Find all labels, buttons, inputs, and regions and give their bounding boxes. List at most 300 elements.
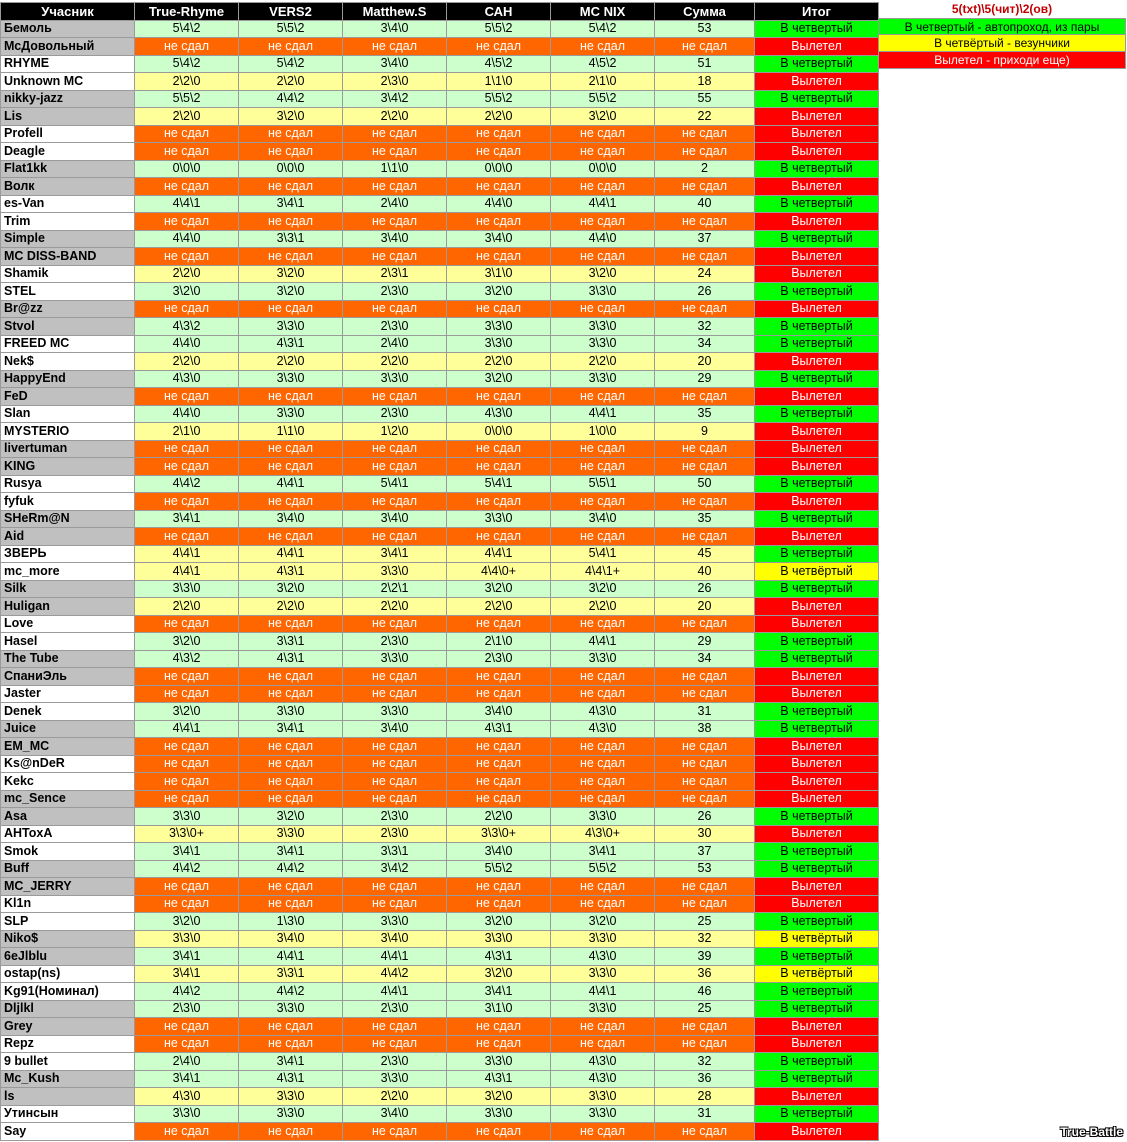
participant-name-cell[interactable]: livertuman <box>1 440 135 458</box>
score-cell[interactable]: 3\3\0 <box>135 808 239 826</box>
score-cell[interactable]: не сдал <box>239 1018 343 1036</box>
participant-name-cell[interactable]: mc_more <box>1 563 135 581</box>
score-cell[interactable]: 3\4\1 <box>135 510 239 528</box>
score-cell[interactable]: не сдал <box>343 493 447 511</box>
score-cell[interactable]: не сдал <box>447 895 551 913</box>
result-cell[interactable]: Вылетел <box>755 388 879 406</box>
score-cell[interactable]: не сдал <box>551 685 655 703</box>
score-cell[interactable]: 4\4\1 <box>135 195 239 213</box>
result-cell[interactable]: Вылетел <box>755 895 879 913</box>
score-cell[interactable]: не сдал <box>551 773 655 791</box>
score-cell[interactable]: не сдал <box>447 125 551 143</box>
score-cell[interactable]: 4\5\2 <box>551 55 655 73</box>
score-cell[interactable]: 2\2\0 <box>447 808 551 826</box>
score-cell[interactable]: 2\2\0 <box>239 598 343 616</box>
score-cell[interactable]: не сдал <box>239 1035 343 1053</box>
sum-cell[interactable]: 37 <box>655 843 755 861</box>
score-cell[interactable]: 5\4\2 <box>135 20 239 38</box>
result-cell[interactable]: В четвертый <box>755 160 879 178</box>
score-cell[interactable]: не сдал <box>551 1035 655 1053</box>
score-cell[interactable]: не сдал <box>239 615 343 633</box>
score-cell[interactable]: не сдал <box>135 685 239 703</box>
score-cell[interactable]: 5\5\2 <box>551 90 655 108</box>
score-cell[interactable]: не сдал <box>551 248 655 266</box>
sum-cell[interactable]: 39 <box>655 948 755 966</box>
sum-cell[interactable]: не сдал <box>655 1018 755 1036</box>
participant-name-cell[interactable]: ЗВЕРЬ <box>1 545 135 563</box>
score-cell[interactable]: 4\3\0 <box>551 703 655 721</box>
score-cell[interactable]: 3\2\0 <box>135 703 239 721</box>
score-cell[interactable]: 3\4\1 <box>343 545 447 563</box>
score-cell[interactable]: 3\2\0 <box>135 633 239 651</box>
sum-cell[interactable]: не сдал <box>655 738 755 756</box>
result-cell[interactable]: В четвертый <box>755 370 879 388</box>
score-cell[interactable]: не сдал <box>239 38 343 56</box>
score-cell[interactable]: 5\5\2 <box>447 860 551 878</box>
score-cell[interactable]: 4\3\1 <box>239 1070 343 1088</box>
score-cell[interactable]: не сдал <box>551 440 655 458</box>
score-cell[interactable]: не сдал <box>135 755 239 773</box>
score-cell[interactable]: не сдал <box>239 493 343 511</box>
participant-name-cell[interactable]: Бемоль <box>1 20 135 38</box>
col-header-participant[interactable]: Учасник <box>1 3 135 21</box>
score-cell[interactable]: 3\3\0 <box>551 1105 655 1123</box>
score-cell[interactable]: не сдал <box>135 38 239 56</box>
score-cell[interactable]: 4\3\1 <box>447 1070 551 1088</box>
participant-name-cell[interactable]: MYSTERIO <box>1 423 135 441</box>
result-cell[interactable]: В четвёртый <box>755 930 879 948</box>
sum-cell[interactable]: 32 <box>655 930 755 948</box>
sum-cell[interactable]: 40 <box>655 195 755 213</box>
score-cell[interactable]: 3\3\0 <box>551 930 655 948</box>
participant-name-cell[interactable]: Hasel <box>1 633 135 651</box>
participant-name-cell[interactable]: Ks@nDeR <box>1 755 135 773</box>
score-cell[interactable]: не сдал <box>551 38 655 56</box>
score-cell[interactable]: 3\4\0 <box>343 1105 447 1123</box>
score-cell[interactable]: не сдал <box>343 458 447 476</box>
score-cell[interactable]: 3\3\1 <box>239 965 343 983</box>
score-cell[interactable]: 3\3\0 <box>135 580 239 598</box>
participant-name-cell[interactable]: Simple <box>1 230 135 248</box>
score-cell[interactable]: 3\3\0 <box>551 650 655 668</box>
score-cell[interactable]: 3\3\0+ <box>135 825 239 843</box>
participant-name-cell[interactable]: ls <box>1 1088 135 1106</box>
result-cell[interactable]: В четвертый <box>755 545 879 563</box>
score-cell[interactable]: 3\3\0 <box>447 335 551 353</box>
participant-name-cell[interactable]: Love <box>1 615 135 633</box>
participant-name-cell[interactable]: Profell <box>1 125 135 143</box>
score-cell[interactable]: не сдал <box>239 738 343 756</box>
score-cell[interactable]: 2\2\0 <box>135 353 239 371</box>
score-cell[interactable]: не сдал <box>343 1123 447 1141</box>
score-cell[interactable]: 3\3\0 <box>343 913 447 931</box>
sum-cell[interactable]: не сдал <box>655 685 755 703</box>
result-cell[interactable]: В четвертый <box>755 580 879 598</box>
score-cell[interactable]: 2\2\0 <box>447 353 551 371</box>
score-cell[interactable]: 2\2\0 <box>447 598 551 616</box>
score-cell[interactable]: 3\2\0 <box>447 913 551 931</box>
participant-name-cell[interactable]: СпаниЭль <box>1 668 135 686</box>
score-cell[interactable]: 3\2\0 <box>239 808 343 826</box>
score-cell[interactable]: 3\4\0 <box>447 843 551 861</box>
sum-cell[interactable]: не сдал <box>655 493 755 511</box>
participant-name-cell[interactable]: Kl1n <box>1 895 135 913</box>
col-header-true-rhyme[interactable]: True-Rhyme <box>135 3 239 21</box>
participant-name-cell[interactable]: 9 bullet <box>1 1053 135 1071</box>
score-cell[interactable]: 2\3\0 <box>343 405 447 423</box>
score-cell[interactable]: не сдал <box>135 125 239 143</box>
score-cell[interactable]: 2\3\0 <box>343 808 447 826</box>
result-cell[interactable]: В четвертый <box>755 843 879 861</box>
score-cell[interactable]: 4\4\1 <box>239 475 343 493</box>
sum-cell[interactable]: 9 <box>655 423 755 441</box>
score-cell[interactable]: не сдал <box>551 878 655 896</box>
result-cell[interactable]: В четвертый <box>755 475 879 493</box>
sum-cell[interactable]: 2 <box>655 160 755 178</box>
result-cell[interactable]: Вылетел <box>755 440 879 458</box>
result-cell[interactable]: Вылетел <box>755 143 879 161</box>
sum-cell[interactable]: 30 <box>655 825 755 843</box>
score-cell[interactable]: не сдал <box>135 1123 239 1141</box>
score-cell[interactable]: 3\2\0 <box>447 370 551 388</box>
participant-name-cell[interactable]: ostap(ns) <box>1 965 135 983</box>
result-cell[interactable]: В четвёртый <box>755 563 879 581</box>
score-cell[interactable]: 3\4\0 <box>343 55 447 73</box>
score-cell[interactable]: не сдал <box>239 685 343 703</box>
participant-name-cell[interactable]: Nek$ <box>1 353 135 371</box>
score-cell[interactable]: 3\2\0 <box>551 108 655 126</box>
participant-name-cell[interactable]: Smok <box>1 843 135 861</box>
score-cell[interactable]: не сдал <box>447 1035 551 1053</box>
participant-name-cell[interactable]: Buff <box>1 860 135 878</box>
score-cell[interactable]: 5\5\2 <box>447 20 551 38</box>
score-cell[interactable]: не сдал <box>551 790 655 808</box>
result-cell[interactable]: Вылетел <box>755 773 879 791</box>
score-cell[interactable]: не сдал <box>239 143 343 161</box>
score-cell[interactable]: 2\2\0 <box>239 73 343 91</box>
result-cell[interactable]: Вылетел <box>755 300 879 318</box>
participant-name-cell[interactable]: Mc_Kush <box>1 1070 135 1088</box>
result-cell[interactable]: Вылетел <box>755 178 879 196</box>
score-cell[interactable]: 3\2\0 <box>239 283 343 301</box>
result-cell[interactable]: В четвертый <box>755 913 879 931</box>
score-cell[interactable]: 3\3\0 <box>343 1070 447 1088</box>
score-cell[interactable]: 3\2\0 <box>135 283 239 301</box>
score-cell[interactable]: 0\0\0 <box>551 160 655 178</box>
score-cell[interactable]: 4\4\1 <box>447 545 551 563</box>
score-cell[interactable]: не сдал <box>343 38 447 56</box>
score-cell[interactable]: 3\4\1 <box>135 965 239 983</box>
result-cell[interactable]: В четвертый <box>755 703 879 721</box>
sum-cell[interactable]: не сдал <box>655 38 755 56</box>
participant-name-cell[interactable]: Trim <box>1 213 135 231</box>
score-cell[interactable]: 4\3\0 <box>135 1088 239 1106</box>
score-cell[interactable]: 3\4\0 <box>551 510 655 528</box>
score-cell[interactable]: 2\2\1 <box>343 580 447 598</box>
score-cell[interactable]: 3\3\0 <box>343 703 447 721</box>
participant-name-cell[interactable]: MC DISS-BAND <box>1 248 135 266</box>
score-cell[interactable]: 2\1\0 <box>551 73 655 91</box>
score-cell[interactable]: не сдал <box>239 248 343 266</box>
score-cell[interactable]: не сдал <box>343 388 447 406</box>
score-cell[interactable]: не сдал <box>135 668 239 686</box>
sum-cell[interactable]: 55 <box>655 90 755 108</box>
participant-name-cell[interactable]: fyfuk <box>1 493 135 511</box>
score-cell[interactable]: не сдал <box>343 300 447 318</box>
participant-name-cell[interactable]: FeD <box>1 388 135 406</box>
score-cell[interactable]: 1\0\0 <box>551 423 655 441</box>
participant-name-cell[interactable]: Утинсын <box>1 1105 135 1123</box>
score-cell[interactable]: 4\3\0 <box>551 948 655 966</box>
score-cell[interactable]: не сдал <box>343 178 447 196</box>
score-cell[interactable]: 2\2\0 <box>551 353 655 371</box>
participant-name-cell[interactable]: mc_Sence <box>1 790 135 808</box>
participant-name-cell[interactable]: 6eJlblu <box>1 948 135 966</box>
score-cell[interactable]: 4\3\0 <box>135 370 239 388</box>
participant-name-cell[interactable]: EM_MC <box>1 738 135 756</box>
score-cell[interactable]: не сдал <box>447 878 551 896</box>
score-cell[interactable]: 4\5\2 <box>447 55 551 73</box>
score-cell[interactable]: не сдал <box>447 143 551 161</box>
result-cell[interactable]: Вылетел <box>755 73 879 91</box>
score-cell[interactable]: не сдал <box>343 143 447 161</box>
score-cell[interactable]: 3\3\0 <box>447 510 551 528</box>
score-cell[interactable]: 4\4\0 <box>447 195 551 213</box>
result-cell[interactable]: В четвертый <box>755 948 879 966</box>
score-cell[interactable]: 2\4\0 <box>135 1053 239 1071</box>
sum-cell[interactable]: 26 <box>655 580 755 598</box>
score-cell[interactable]: не сдал <box>343 248 447 266</box>
score-cell[interactable]: 4\3\0+ <box>551 825 655 843</box>
score-cell[interactable]: не сдал <box>551 125 655 143</box>
score-cell[interactable]: 3\2\0 <box>239 265 343 283</box>
score-cell[interactable]: 2\2\0 <box>447 108 551 126</box>
participant-name-cell[interactable]: Say <box>1 1123 135 1141</box>
score-cell[interactable]: не сдал <box>551 493 655 511</box>
score-cell[interactable]: 4\4\1 <box>551 405 655 423</box>
score-cell[interactable]: 4\3\2 <box>135 318 239 336</box>
score-cell[interactable]: 4\4\1 <box>239 948 343 966</box>
score-cell[interactable]: 2\2\0 <box>343 353 447 371</box>
score-cell[interactable]: 2\1\0 <box>135 423 239 441</box>
participant-name-cell[interactable]: Huligan <box>1 598 135 616</box>
score-cell[interactable]: не сдал <box>135 738 239 756</box>
score-cell[interactable]: 2\3\0 <box>343 1000 447 1018</box>
score-cell[interactable]: 3\3\0 <box>551 283 655 301</box>
score-cell[interactable]: 4\4\1+ <box>551 563 655 581</box>
score-cell[interactable]: 4\4\1 <box>135 545 239 563</box>
score-cell[interactable]: 3\3\0 <box>239 370 343 388</box>
score-cell[interactable]: 3\3\0 <box>239 1000 343 1018</box>
sum-cell[interactable]: 37 <box>655 230 755 248</box>
score-cell[interactable]: не сдал <box>447 458 551 476</box>
participant-name-cell[interactable]: AHToxA <box>1 825 135 843</box>
score-cell[interactable]: не сдал <box>447 668 551 686</box>
score-cell[interactable]: не сдал <box>551 528 655 546</box>
participant-name-cell[interactable]: nikky-jazz <box>1 90 135 108</box>
score-cell[interactable]: не сдал <box>135 388 239 406</box>
score-cell[interactable]: не сдал <box>343 738 447 756</box>
sum-cell[interactable]: 34 <box>655 335 755 353</box>
score-cell[interactable]: 3\3\0 <box>447 930 551 948</box>
score-cell[interactable]: не сдал <box>343 895 447 913</box>
col-header-san[interactable]: САН <box>447 3 551 21</box>
score-cell[interactable]: 5\5\2 <box>239 20 343 38</box>
score-cell[interactable]: 4\3\1 <box>239 650 343 668</box>
score-cell[interactable]: 2\4\0 <box>343 195 447 213</box>
sum-cell[interactable]: 29 <box>655 370 755 388</box>
score-cell[interactable]: 1\1\0 <box>447 73 551 91</box>
score-cell[interactable]: 2\3\0 <box>343 633 447 651</box>
sum-cell[interactable]: 25 <box>655 1000 755 1018</box>
score-cell[interactable]: не сдал <box>135 248 239 266</box>
score-cell[interactable]: 4\3\1 <box>447 720 551 738</box>
sum-cell[interactable]: 31 <box>655 1105 755 1123</box>
score-cell[interactable]: 4\3\2 <box>135 650 239 668</box>
score-cell[interactable]: 5\5\2 <box>551 860 655 878</box>
score-cell[interactable]: не сдал <box>447 38 551 56</box>
result-cell[interactable]: В четвертый <box>755 650 879 668</box>
result-cell[interactable]: Вылетел <box>755 668 879 686</box>
result-cell[interactable]: Вылетел <box>755 493 879 511</box>
score-cell[interactable]: 3\2\0 <box>551 913 655 931</box>
score-cell[interactable]: 3\2\0 <box>239 108 343 126</box>
result-cell[interactable]: В четвертый <box>755 983 879 1001</box>
sum-cell[interactable]: не сдал <box>655 125 755 143</box>
sum-cell[interactable]: не сдал <box>655 213 755 231</box>
score-cell[interactable]: не сдал <box>135 178 239 196</box>
score-cell[interactable]: 3\3\0+ <box>447 825 551 843</box>
score-cell[interactable]: не сдал <box>447 178 551 196</box>
score-cell[interactable]: не сдал <box>343 790 447 808</box>
participant-name-cell[interactable]: Repz <box>1 1035 135 1053</box>
col-header-sum[interactable]: Сумма <box>655 3 755 21</box>
score-cell[interactable]: 3\3\0 <box>551 1088 655 1106</box>
score-cell[interactable]: 2\3\0 <box>135 1000 239 1018</box>
score-cell[interactable]: 5\4\2 <box>239 55 343 73</box>
score-cell[interactable]: не сдал <box>135 878 239 896</box>
score-cell[interactable]: не сдал <box>551 755 655 773</box>
sum-cell[interactable]: 50 <box>655 475 755 493</box>
score-cell[interactable]: 4\4\2 <box>135 983 239 1001</box>
result-cell[interactable]: Вылетел <box>755 38 879 56</box>
col-header-matthew-s[interactable]: Matthew.S <box>343 3 447 21</box>
score-cell[interactable]: 3\4\1 <box>239 1053 343 1071</box>
score-cell[interactable]: 4\3\1 <box>239 563 343 581</box>
score-cell[interactable]: не сдал <box>447 248 551 266</box>
sum-cell[interactable]: 53 <box>655 20 755 38</box>
score-cell[interactable]: 4\3\0 <box>551 1053 655 1071</box>
score-cell[interactable]: 0\0\0 <box>239 160 343 178</box>
participant-name-cell[interactable]: FREED MC <box>1 335 135 353</box>
score-cell[interactable]: 4\4\0 <box>551 230 655 248</box>
sum-cell[interactable]: не сдал <box>655 878 755 896</box>
sum-cell[interactable]: 32 <box>655 318 755 336</box>
result-cell[interactable]: Вылетел <box>755 423 879 441</box>
score-cell[interactable]: не сдал <box>447 773 551 791</box>
result-cell[interactable]: В четвертый <box>755 808 879 826</box>
participant-name-cell[interactable]: es-Van <box>1 195 135 213</box>
score-cell[interactable]: 4\3\0 <box>551 1070 655 1088</box>
score-cell[interactable]: 3\3\0 <box>135 1105 239 1123</box>
score-cell[interactable]: не сдал <box>239 178 343 196</box>
score-cell[interactable]: 3\3\0 <box>343 650 447 668</box>
score-cell[interactable]: не сдал <box>447 738 551 756</box>
score-cell[interactable]: не сдал <box>343 773 447 791</box>
score-cell[interactable]: 3\3\1 <box>239 633 343 651</box>
score-cell[interactable]: 3\3\0 <box>551 965 655 983</box>
score-cell[interactable]: не сдал <box>135 773 239 791</box>
score-cell[interactable]: не сдал <box>135 300 239 318</box>
score-cell[interactable]: не сдал <box>135 528 239 546</box>
sum-cell[interactable]: 29 <box>655 633 755 651</box>
score-cell[interactable]: не сдал <box>239 895 343 913</box>
score-cell[interactable]: 4\3\0 <box>447 405 551 423</box>
score-cell[interactable]: не сдал <box>447 685 551 703</box>
score-cell[interactable]: 4\4\1 <box>239 545 343 563</box>
score-cell[interactable]: не сдал <box>343 755 447 773</box>
score-cell[interactable]: 3\3\0 <box>239 1088 343 1106</box>
result-cell[interactable]: В четвертый <box>755 55 879 73</box>
result-cell[interactable]: Вылетел <box>755 1018 879 1036</box>
score-cell[interactable]: 3\4\1 <box>239 843 343 861</box>
result-cell[interactable]: Вылетел <box>755 213 879 231</box>
score-cell[interactable]: не сдал <box>551 738 655 756</box>
result-cell[interactable]: В четвертый <box>755 1070 879 1088</box>
score-cell[interactable]: 3\4\0 <box>239 510 343 528</box>
score-cell[interactable]: не сдал <box>135 213 239 231</box>
participant-name-cell[interactable]: Niko$ <box>1 930 135 948</box>
score-cell[interactable]: не сдал <box>447 755 551 773</box>
result-cell[interactable]: Вылетел <box>755 1123 879 1141</box>
score-cell[interactable]: 3\3\0 <box>239 1105 343 1123</box>
score-cell[interactable]: 3\2\0 <box>135 913 239 931</box>
participant-name-cell[interactable]: Br@zz <box>1 300 135 318</box>
sum-cell[interactable]: не сдал <box>655 1035 755 1053</box>
participant-name-cell[interactable]: Silk <box>1 580 135 598</box>
sum-cell[interactable]: не сдал <box>655 143 755 161</box>
score-cell[interactable]: не сдал <box>239 755 343 773</box>
result-cell[interactable]: Вылетел <box>755 685 879 703</box>
result-cell[interactable]: В четвертый <box>755 20 879 38</box>
score-cell[interactable]: не сдал <box>135 1018 239 1036</box>
score-cell[interactable]: 0\0\0 <box>447 160 551 178</box>
score-cell[interactable]: 3\3\0 <box>447 1053 551 1071</box>
score-cell[interactable]: не сдал <box>135 493 239 511</box>
score-cell[interactable]: 3\4\1 <box>551 843 655 861</box>
score-cell[interactable]: 4\4\2 <box>239 90 343 108</box>
score-cell[interactable]: не сдал <box>551 615 655 633</box>
sum-cell[interactable]: не сдал <box>655 790 755 808</box>
result-cell[interactable]: Вылетел <box>755 738 879 756</box>
score-cell[interactable]: 2\2\0 <box>343 108 447 126</box>
score-cell[interactable]: 2\2\0 <box>343 598 447 616</box>
score-cell[interactable]: 3\3\0 <box>239 405 343 423</box>
score-cell[interactable]: 3\3\0 <box>551 370 655 388</box>
participant-name-cell[interactable]: Slan <box>1 405 135 423</box>
participant-name-cell[interactable]: Lis <box>1 108 135 126</box>
score-cell[interactable]: не сдал <box>447 1123 551 1141</box>
score-cell[interactable]: 3\4\0 <box>343 20 447 38</box>
sum-cell[interactable]: не сдал <box>655 755 755 773</box>
score-cell[interactable]: 3\2\0 <box>447 580 551 598</box>
result-cell[interactable]: В четвертый <box>755 1105 879 1123</box>
participant-name-cell[interactable]: SHeRm@N <box>1 510 135 528</box>
score-cell[interactable]: не сдал <box>239 213 343 231</box>
score-cell[interactable]: 3\2\0 <box>447 965 551 983</box>
result-cell[interactable]: Вылетел <box>755 125 879 143</box>
result-cell[interactable]: В четвертый <box>755 283 879 301</box>
